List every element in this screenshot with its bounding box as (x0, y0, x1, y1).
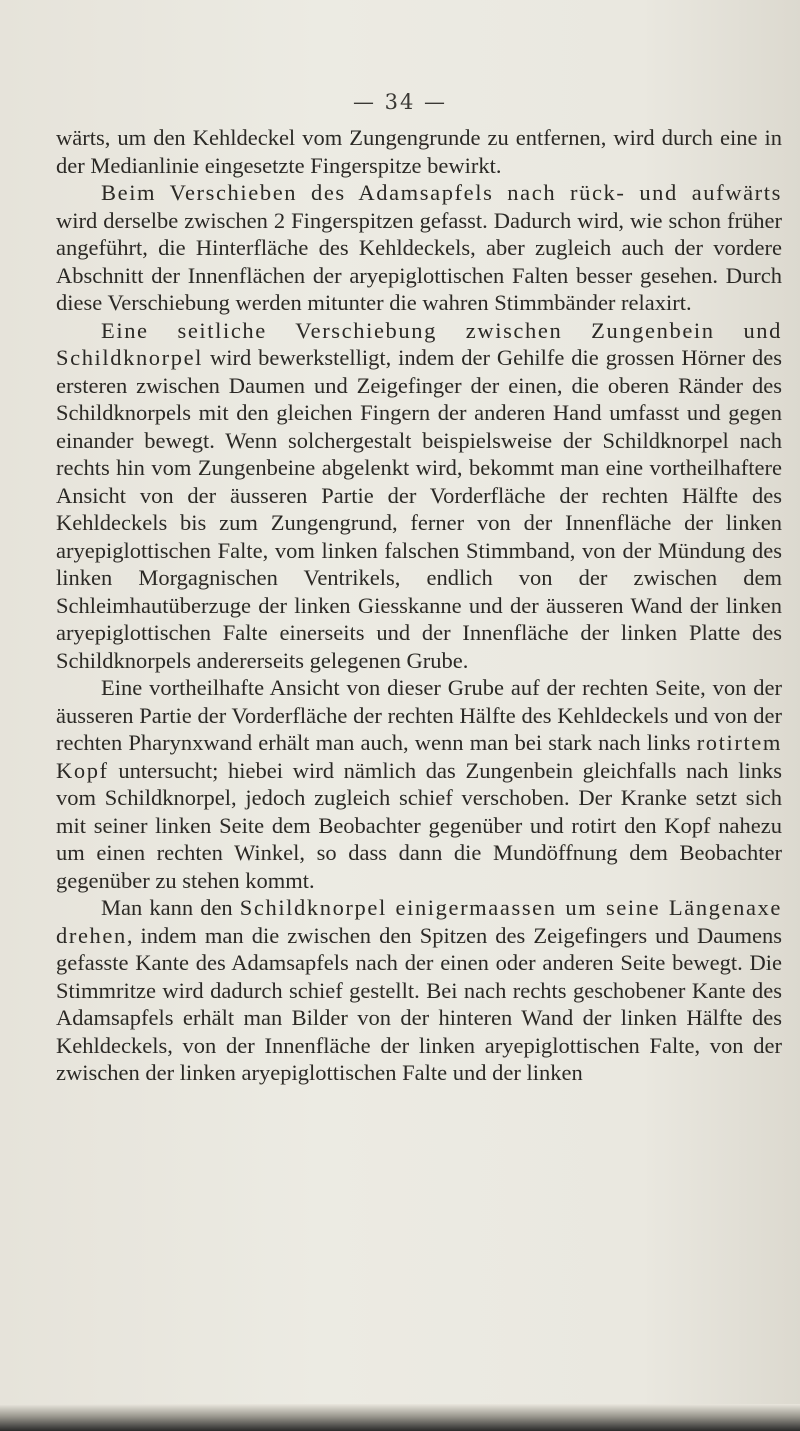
paragraph (56, 179, 782, 317)
spaced-emphasis: Schildknorpel einigermaassen um seine Längenaxe drehen (56, 895, 782, 948)
spaced-emphasis: rotirtem Kopf (56, 730, 782, 783)
body-text (56, 124, 782, 1087)
text-run: wird bewerkstelligt, indem der Gehilfe die grossen Hörner des ersteren zwischen Daumen und Zeigefinger der einen, die oberen Ränder des Schildknorpels mit den gleichen Fingern der anderen Hand umfasst und gegen einander bewegt. Wenn solchergestalt beispielsweise der Schildknorpel nach rechts hin vom Zungenbeine abgelenkt wird, bekommt man eine vortheilhaftere Ansicht von der äusseren Partie der Vorderfläche der rechten Hälfte des Kehldeckels bis zum Zungengrund, ferner von der Innenfläche der linken aryepiglottischen Falte, vom linken falschen Stimmband, von der Mündung des linken Morgagnischen Ventrikels, endlich von der zwischen dem Schleimhautüberzuge der linken Giesskanne und der äusseren Wand der linken aryepiglottischen Falte einerseits und der Innenfläche der linken Platte des Schildknorpels andererseits gelegenen Grube. (56, 345, 782, 673)
paragraph (56, 124, 782, 179)
spaced-emphasis: Eine seitliche Verschiebung zwischen Zungenbein und Schildknorpel (56, 317, 782, 370)
text-run: Eine vortheilhafte Ansicht von dieser Grube auf der rechten Seite, von der äusseren Partie der Vorderfläche der rechten Hälfte des Kehldeckels und von der rechten Pharynxwand erhält man auch, wenn man bei stark nach links (56, 675, 782, 755)
paragraph (56, 894, 782, 1087)
text-run: untersucht; hiebei wird nämlich das Zungenbein gleichfalls nach links vom Schildknorpel, jedoch zugleich schief verschoben. Der Kranke setzt sich mit seiner linken Seite dem Beobachter gegenüber und rotirt den Kopf nahezu um einen rechten Winkel, so dass dann die Mundöffnung dem Beobachter gegenüber zu stehen kommt. (56, 757, 782, 893)
page-number: — 34 — (352, 90, 448, 114)
text-run: Man kann den (101, 895, 240, 920)
spaced-emphasis: Beim Verschieben des Adamsapfels nach rück- und aufwärts (101, 180, 782, 205)
text-run: wärts, um den Kehldeckel vom Zungengrunde zu entfernen, wird durch eine in der Medianlinie eingesetzte Fingerspitze bewirkt. (56, 125, 782, 178)
scan-bottom-edge (0, 1404, 800, 1431)
text-run: , indem man die zwischen den Spitzen des Zeigefingers und Daumens gefasste Kante des Adamsapfels nach der einen oder anderen Seite bewegt. Die Stimmritze wird dadurch schief gestellt. Bei nach rechts geschobener Kante des Adamsapfels erhält man Bilder von der hinteren Wand der linken Hälfte des Kehldeckels, von der Innenfläche der linken aryepiglottischen Falte, von der zwischen der linken aryepiglottischen Falte und der linken (56, 922, 782, 1085)
paragraph (56, 317, 782, 675)
text-run: wird derselbe zwischen 2 Fingerspitzen gefasst. Dadurch wird, wie schon früher angeführt, die Hinterfläche des Kehldeckels, aber zugleich auch der vordere Abschnitt der Innenflächen der aryepiglottischen Falten besser gesehen. Durch diese Verschiebung werden mitunter die wahren Stimmbänder relaxirt. (56, 207, 782, 315)
paragraph (56, 674, 782, 894)
